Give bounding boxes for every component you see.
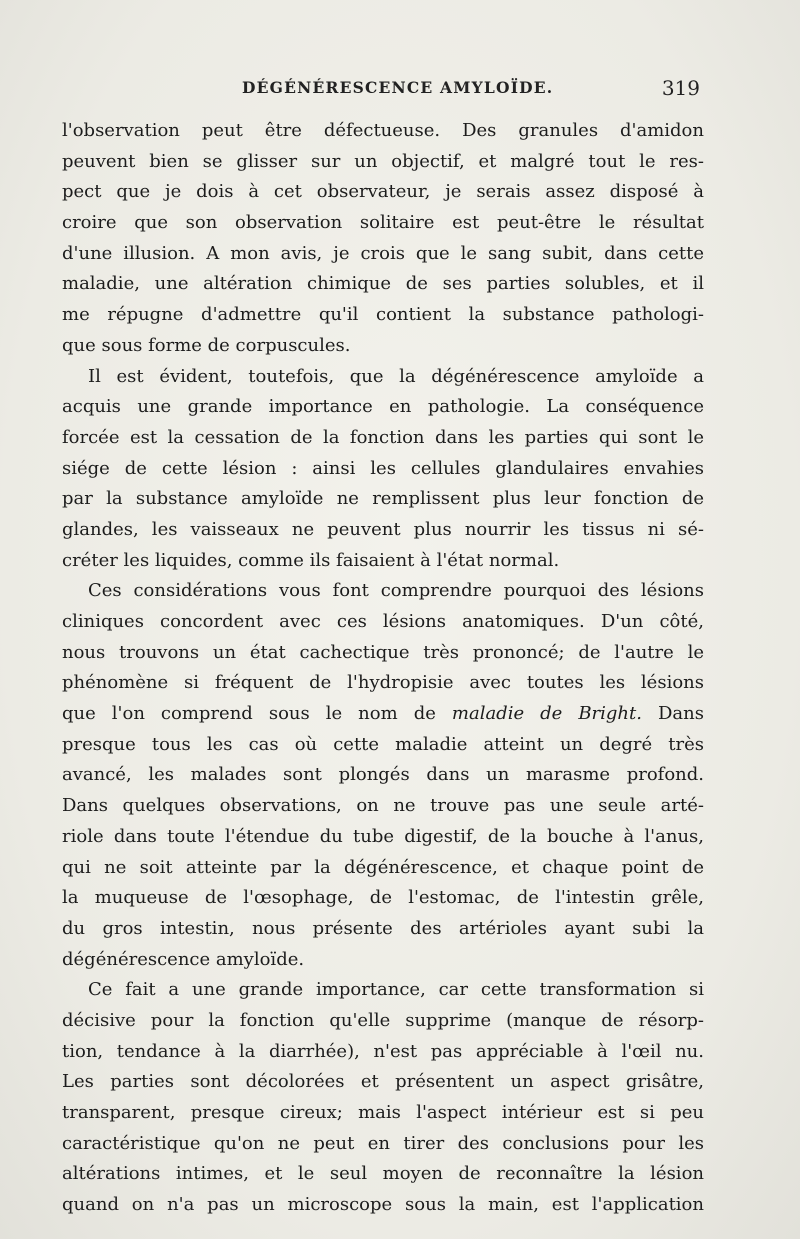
text-line: qui ne soit atteinte par la dégénérescence, et chaque point de — [62, 856, 704, 878]
text-line: Les parties sont décolorées et présentent un aspect grisâtre, — [62, 1071, 704, 1093]
text-line: d'une illusion. A mon avis, je crois que le sang subit, dans cette — [62, 242, 704, 264]
text-line: acquis une grande importance en pathologie. La conséquence — [62, 396, 704, 418]
text-line: Ce fait a une grande importance, car cette transformation si — [88, 979, 704, 1001]
text-line: phénomène si fréquent de l'hydropisie avec toutes les lésions — [62, 672, 704, 694]
text-line: pect que je dois à cet observateur, je serais assez disposé à — [62, 181, 704, 203]
text-line: l'observation peut être défectueuse. Des granules d'amidon — [62, 120, 704, 141]
text-line: par la substance amyloïde ne remplissent plus leur fonction de — [62, 488, 704, 510]
text-line: créter les liquides, comme ils faisaient à l'état normal. — [62, 549, 560, 571]
text-line: nous trouvons un état cachectique très prononcé; de l'autre le — [62, 641, 704, 663]
text-line: la muqueuse de l'œsophage, de l'estomac, de l'intestin grêle, — [62, 887, 704, 909]
paragraph — [62, 362, 704, 577]
paragraph — [62, 975, 704, 1221]
text-line: me répugne d'admettre qu'il contient la substance pathologi- — [62, 304, 704, 326]
text-line: Dans quelques observations, on ne trouve pas une seule arté- — [62, 795, 704, 817]
text-line: que sous forme de corpuscules. — [62, 334, 351, 356]
text-line: quand on n'a pas un microscope sous la main, est l'application — [62, 1194, 704, 1216]
paragraph — [62, 116, 704, 362]
text-line: transparent, presque cireux; mais l'aspect intérieur est si peu — [62, 1102, 704, 1123]
text-line: peuvent bien se glisser sur un objectif, et malgré tout le res- — [62, 150, 704, 172]
paragraph — [62, 576, 704, 975]
text-line: croire que son observation solitaire est peut-être le résultat — [62, 212, 704, 234]
text-line: Ces considérations vous font comprendre pourquoi des lésions — [88, 580, 704, 602]
text-line: siége de cette lésion : ainsi les cellules glandulaires envahies — [62, 457, 704, 479]
text-line — [62, 699, 704, 730]
text-line: maladie, une altération chimique de ses parties solubles, et il — [62, 273, 704, 295]
text-line: caractéristique qu'on ne peut en tirer des conclusions pour les — [62, 1132, 704, 1154]
text-line: riole dans toute l'étendue du tube digestif, de la bouche à l'anus, — [62, 825, 704, 847]
text-line: altérations intimes, et le seul moyen de reconnaître la lésion — [62, 1163, 704, 1185]
running-title: DÉGÉNÉRESCENCE AMYLOÏDE. — [242, 78, 554, 97]
running-header — [62, 76, 702, 106]
text-line: avancé, les malades sont plongés dans un marasme profond. — [62, 764, 704, 786]
text-line: glandes, les vaisseaux ne peuvent plus nourrir les tissus ni sé- — [62, 518, 704, 540]
text-line: décisive pour la fonction qu'elle supprime (manque de résorp- — [62, 1009, 704, 1031]
body-text — [62, 116, 704, 1221]
italic-term: maladie de Bright. — [451, 703, 642, 725]
text-line: dégénérescence amyloïde. — [62, 948, 305, 970]
text-line: forcée est la cessation de la fonction dans les parties qui sont le — [62, 426, 704, 448]
text-line: tion, tendance à la diarrhée), n'est pas appréciable à l'œil nu. — [62, 1040, 704, 1062]
page-number: 319 — [661, 76, 700, 100]
text-segment: Dans — [641, 703, 704, 725]
text-line: Il est évident, toutefois, que la dégénérescence amyloïde a — [88, 365, 704, 387]
text-segment: que l'on comprend sous le nom de — [62, 703, 452, 725]
text-line: cliniques concordent avec ces lésions anatomiques. D'un côté, — [62, 611, 704, 632]
text-line: du gros intestin, nous présente des artérioles ayant subi la — [62, 917, 704, 939]
text-line: presque tous les cas où cette maladie atteint un degré très — [62, 733, 704, 755]
